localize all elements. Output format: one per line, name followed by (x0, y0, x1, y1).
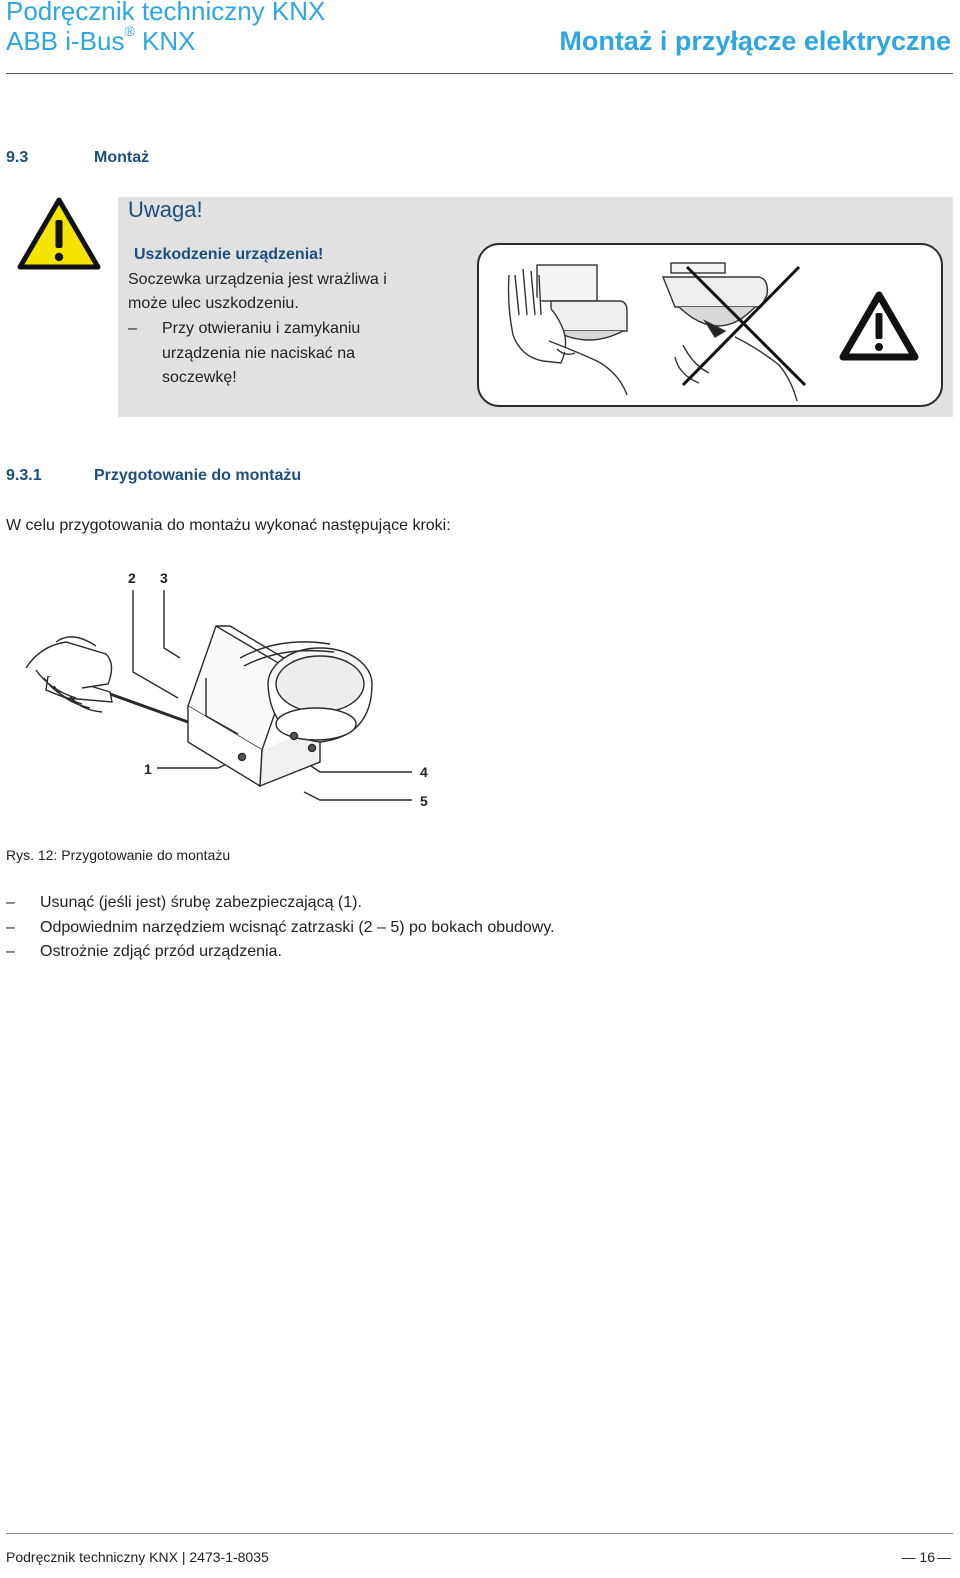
callout-2: 2 (128, 570, 136, 586)
step-item: Odpowiednim narzędziem wcisnąć zatrzaski (2 – 5) po bokach obudowy. (40, 919, 555, 936)
assembly-figure (20, 566, 460, 816)
caution-icon (843, 295, 915, 357)
intro-text: W celu przygotowania do montażu wykonać następujące kroki: (6, 517, 451, 534)
product-name-text: ABB i-Bus (6, 26, 125, 56)
warning-subtitle: Uszkodzenie urządzenia! (134, 246, 324, 263)
chapter-title: Montaż i przyłącze elektryczne (559, 26, 951, 56)
callout-3: 3 (160, 570, 168, 586)
correct-handling-drawing (509, 265, 628, 395)
page-number (902, 1549, 935, 1565)
warning-text-line: może ulec uszkodzeniu. (128, 295, 299, 312)
warning-bullet-line: soczewkę! (162, 369, 237, 386)
warning-title: Uwaga! (128, 197, 203, 222)
wrong-handling-drawing (663, 263, 805, 401)
handling-drawing (479, 245, 941, 405)
callout-1: 1 (144, 761, 152, 777)
callout-5: 5 (420, 793, 428, 809)
page-dash: — (901, 1549, 916, 1565)
subsection-title: Przygotowanie do montażu (94, 467, 302, 484)
callout-4: 4 (420, 764, 428, 780)
footer-document-id: Podręcznik techniczny KNX | 2473-1-8035 (6, 1549, 269, 1565)
registered-mark: ® (124, 23, 135, 40)
bullet-dash: – (128, 320, 137, 337)
product-name-suffix: KNX (134, 26, 196, 56)
subsection-number: 9.3.1 (6, 467, 42, 484)
step-dash: – (6, 943, 15, 960)
step-dash: – (6, 919, 15, 936)
step-item: Ostrożnie zdjąć przód urządzenia. (40, 943, 282, 960)
page-number-value: 16 (919, 1549, 935, 1565)
figure-caption: Rys. 12: Przygotowanie do montażu (6, 847, 231, 863)
step-dash: – (6, 894, 15, 911)
warning-bullet-line: Przy otwieraniu i zamykaniu (162, 320, 361, 337)
section-number: 9.3 (6, 149, 29, 166)
step-item: Usunąć (jeśli jest) śrubę zabezpieczającą (1). (40, 894, 362, 911)
section-title: Montaż (94, 149, 150, 166)
page-dash-trailing: — (937, 1549, 951, 1565)
document-title: Podręcznik techniczny KNX (6, 0, 326, 26)
assembly-drawing (20, 566, 460, 816)
product-name (6, 23, 196, 57)
header-divider (6, 73, 953, 74)
warning-bullet-line: urządzenia nie naciskać na (162, 345, 356, 362)
warning-icon (16, 196, 102, 272)
footer-divider (6, 1533, 953, 1534)
handling-illustration (477, 243, 943, 407)
warning-text-line: Soczewka urządzenia jest wrażliwa i (128, 271, 387, 288)
